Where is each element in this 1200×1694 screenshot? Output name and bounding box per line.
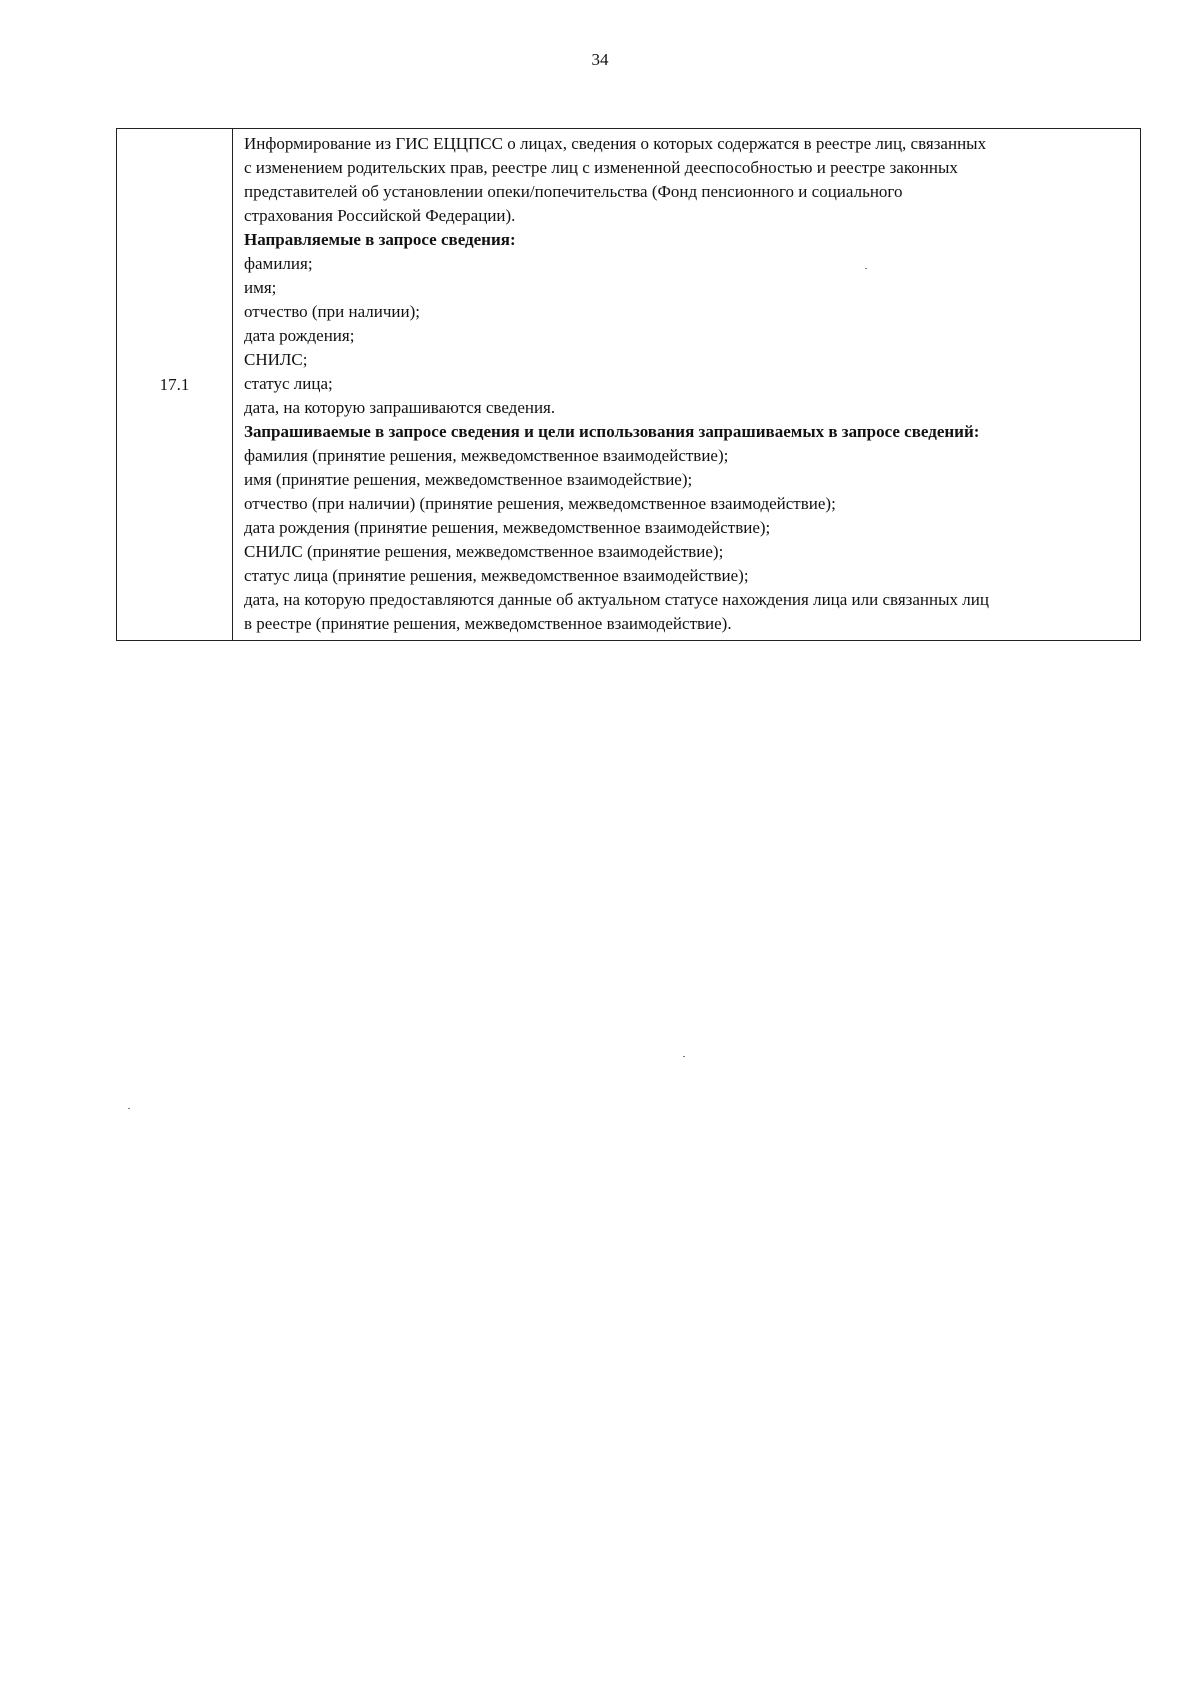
table-row <box>117 129 1141 641</box>
text-line: дата, на которую запрашиваются сведения. <box>244 398 556 417</box>
row-content-cell <box>233 129 1141 641</box>
scan-speck <box>683 1056 685 1057</box>
text-line: статус лица (принятие решения, межведомственное взаимодействие); <box>244 566 749 585</box>
table-body <box>117 129 1141 641</box>
scan-speck <box>865 268 867 269</box>
text-line: статус лица; <box>244 374 333 393</box>
text-line: в реестре (принятие решения, межведомственное взаимодействие). <box>244 614 732 633</box>
text-line: дата рождения (принятие решения, межведомственное взаимодействие); <box>244 518 771 537</box>
section-heading: Запрашиваемые в запросе сведения и цели использования запрашиваемых в запросе сведений: <box>244 422 980 441</box>
data-table <box>116 128 1141 641</box>
text-line: фамилия; <box>244 254 313 273</box>
text-line: отчество (при наличии); <box>244 302 420 321</box>
text-line: СНИЛС; <box>244 350 308 369</box>
text-line: Информирование из ГИС ЕЦЦПСС о лицах, сведения о которых содержатся в реестре лиц, связанных <box>244 134 987 153</box>
row-number-cell: 17.1 <box>117 129 233 641</box>
text-line: отчество (при наличии) (принятие решения, межведомственное взаимодействие); <box>244 494 836 513</box>
text-line: фамилия (принятие решения, межведомственное взаимодействие); <box>244 446 729 465</box>
text-line: имя; <box>244 278 277 297</box>
text-line: с изменением родительских прав, реестре лиц с измененной дееспособностью и реестре законных <box>244 158 958 177</box>
text-line: представителей об установлении опеки/попечительства (Фонд пенсионного и социального <box>244 182 903 201</box>
section-heading: Направляемые в запросе сведения: <box>244 230 516 249</box>
text-line: имя (принятие решения, межведомственное взаимодействие); <box>244 470 693 489</box>
text-line: СНИЛС (принятие решения, межведомственное взаимодействие); <box>244 542 724 561</box>
text-line: дата рождения; <box>244 326 355 345</box>
scan-speck <box>128 1108 130 1109</box>
text-line: дата, на которую предоставляются данные об актуальном статусе нахождения лица или связанных лиц <box>244 590 989 609</box>
text-line: страхования Российской Федерации). <box>244 206 516 225</box>
page-number: 34 <box>591 50 609 69</box>
